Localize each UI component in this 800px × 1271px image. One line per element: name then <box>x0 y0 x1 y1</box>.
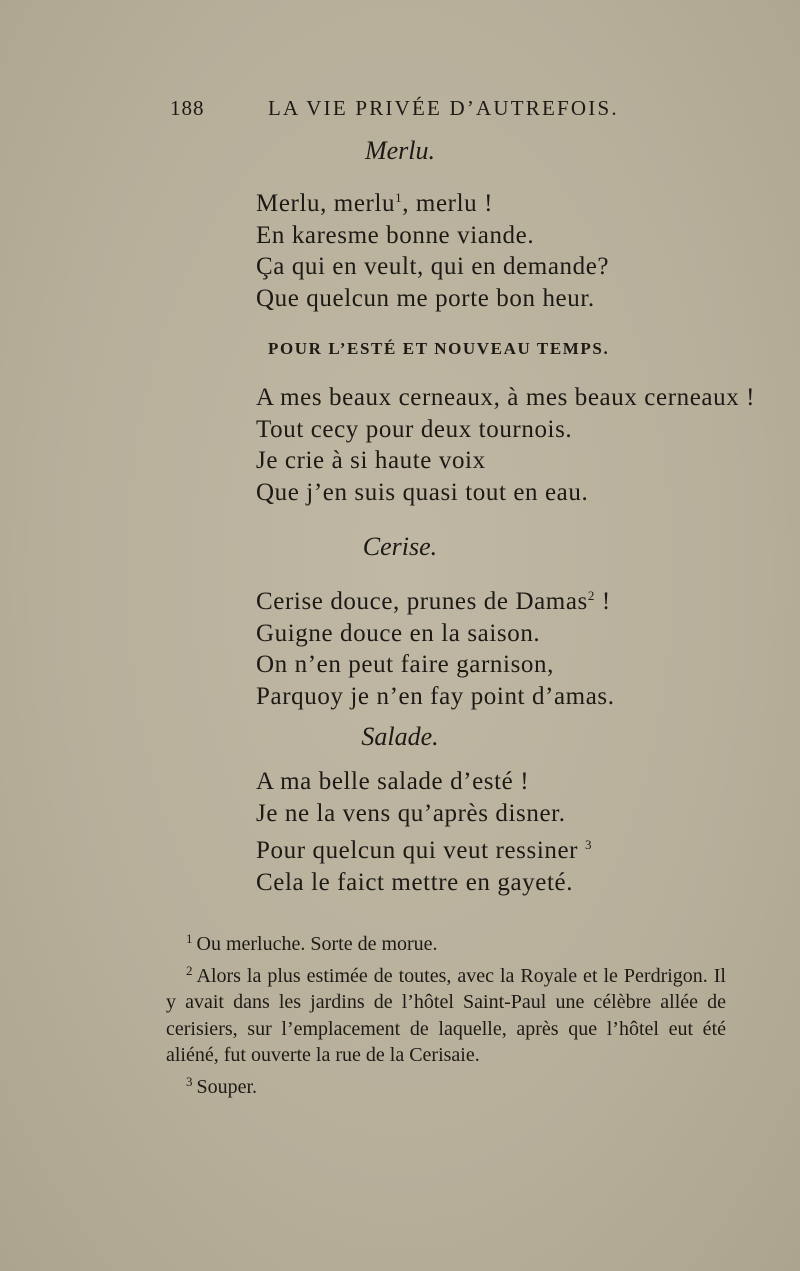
footnote-ref: 2 <box>587 588 595 603</box>
verse-line: Guigne douce en la saison. <box>256 619 541 647</box>
verse-line: A ma belle salade d’esté ! <box>256 768 530 795</box>
page-number: 188 <box>170 96 205 120</box>
stanza-salade <box>256 766 592 898</box>
verse-line: A mes beaux cerneaux, à mes beaux cerneaux ! <box>256 384 756 411</box>
verse-line: Pour quelcun qui veut ressiner $^3$ <box>256 837 593 864</box>
verse-line: Parquoy je n’en fay point d’amas. <box>256 682 615 710</box>
section-title-salade: Salade. <box>361 722 439 751</box>
verse-line: Ça qui en veult, qui en demande? <box>256 253 610 280</box>
verse-line: Je crie à si haute voix <box>256 447 486 474</box>
footnotes <box>166 926 726 1100</box>
verse-line: Que j’en suis quasi tout en eau. <box>256 478 589 506</box>
verse-line: En karesme bonne viande. <box>256 221 535 249</box>
footnote: $^3$ Souper. <box>186 1073 258 1098</box>
verse-line: Merlu, merlu$^1$, merlu ! <box>256 190 494 217</box>
stanza-cerneaux <box>256 382 755 508</box>
verse-line: On n’en peut faire garnison, <box>256 651 554 678</box>
section-title-merlu: Merlu. <box>364 136 436 165</box>
stanza-merlu <box>256 182 609 314</box>
running-title: LA VIE PRIVÉE D’AUTREFOIS. <box>268 96 619 120</box>
verse-line: Tout cecy pour deux tournois. <box>256 415 573 443</box>
verse-line: Que quelcun me porte bon heur. <box>256 284 595 312</box>
stanza-cerise <box>256 580 615 712</box>
verse-line: Cela le faict mettre en gayeté. <box>256 868 574 896</box>
footnote-ref: 1 <box>395 190 403 205</box>
footnote-ref: 3 <box>584 837 593 852</box>
footnote: $^2$ Alors la plus estimée de toutes, avec la Royale et le Perdrigon. Il y avait dans les jardins de l’hôtel Saint-Paul une célèbre allée de cerisiers, sur l’emplacement de laquelle, après que l’hôtel eut été aliéné, fut ouverte la rue de la Cerisaie. <box>166 962 726 1066</box>
section-title-pour-leste: POUR L’ESTÉ ET NOUVEAU TEMPS. <box>268 339 610 358</box>
footnote: $^1$ Ou merluche. Sorte de morue. <box>186 931 438 955</box>
verse-line: Je ne la vens qu’après disner. <box>256 799 566 827</box>
verse-line: Cerise douce, prunes de Damas$^2$ ! <box>256 588 611 615</box>
section-title-cerise: Cerise. <box>362 532 438 561</box>
